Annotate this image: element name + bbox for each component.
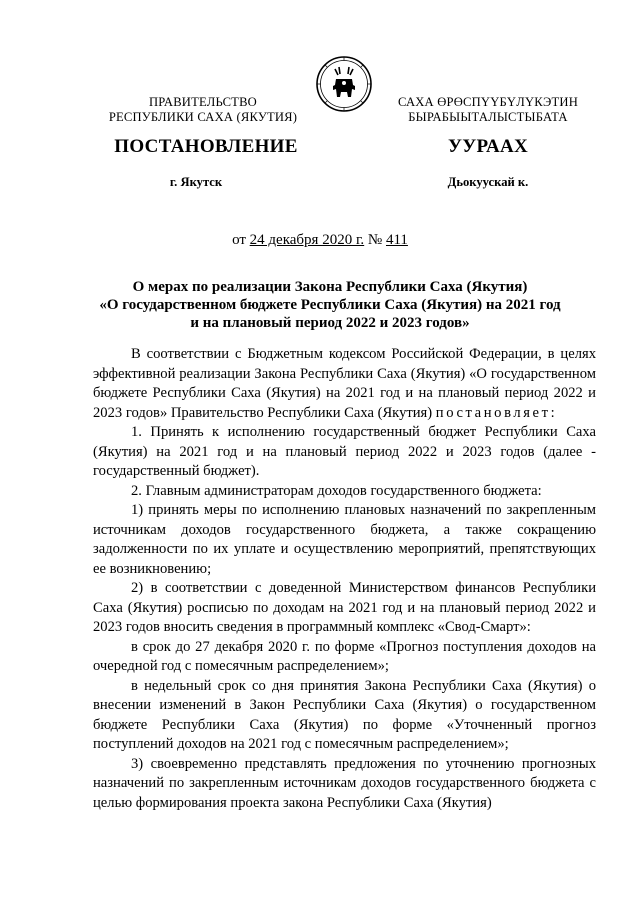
paragraph-2-2: 2) в соответствии с доведенной Министерством финансов Республики Саха (Якутия) росписью по доходам на 2021 год и на плановый период 2022 и 2023 годов вносить сведения в программный комплекс «Свод-Смарт»: xyxy=(93,580,596,635)
date-number-line xyxy=(0,232,640,249)
paragraph-1: 1. Принять к исполнению государственный бюджет Республики Саха (Якутия) на 2021 год и на плановый период 2022 и 2023 годов (далее - государственный бюджет). xyxy=(93,424,596,479)
doc-type-ru: ПОСТАНОВЛЕНИЕ xyxy=(114,136,298,157)
org-name-line2-ru: РЕСПУБЛИКИ САХА (ЯКУТИЯ) xyxy=(108,110,298,124)
paragraph-2-2-b: в недельный срок со дня принятия Закона Республики Саха (Якутия) о внесении изменений в Закон Республики Саха (Якутия) о государственном бюджете Республики Саха (Якутия) по форме «Уточненный прогноз поступлений доходов на 2021 год с помесячным распределением»; xyxy=(93,677,596,752)
city-sah: Дьокуускай к. xyxy=(447,175,529,189)
government-header-ru xyxy=(93,95,313,125)
document-body xyxy=(93,345,596,813)
paragraph-2-2-a: в срок до 27 декабря 2020 г. по форме «Прогноз поступления доходов на очередной год с помесячным распределением»; xyxy=(93,638,596,674)
number-label: № xyxy=(364,232,386,248)
date-prefix: от xyxy=(232,232,250,248)
title-line1: О мерах по реализации Закона Республики Саха (Якутия) xyxy=(132,279,528,295)
government-header-sah xyxy=(378,95,598,125)
document-date: 24 декабря 2020 г. xyxy=(249,232,365,248)
org-name-line2-sah: БЫРАБЫЫТАЛЫСТЫБАТА xyxy=(408,110,568,124)
doc-type-sah: УУРААХ xyxy=(447,136,529,157)
preamble-paragraph xyxy=(93,345,596,423)
coat-of-arms-emblem xyxy=(315,55,373,113)
title-line2: «О государственном бюджете Республики Саха (Якутия) на 2021 год xyxy=(99,297,561,313)
paragraph-2-3: 3) своевременно представлять предложения по уточнению прогнозных назначений по закрепленным источникам доходов государственного бюджета с целью формирования проекта закона Республики Саха (Якутия) xyxy=(93,755,596,811)
paragraph-2-1: 1) принять меры по исполнению плановых назначений по закрепленным источникам доходов государственного бюджета, а также сокращению задолженности по их уплате и осуществлению мероприятий, препятствующих ее возникновению; xyxy=(93,502,596,577)
title-line3: и на плановый период 2022 и 2023 годов» xyxy=(190,315,470,331)
paragraph-2: 2. Главным администраторам доходов государственного бюджета: xyxy=(131,482,542,499)
document-title xyxy=(70,278,590,332)
document-number: 411 xyxy=(385,232,408,248)
city-ru: г. Якутск xyxy=(169,175,223,189)
org-name-line1-sah: САХА ӨРӨСПҮҮБҮЛҮКЭТИН xyxy=(398,95,578,109)
org-name-line1-ru: ПРАВИТЕЛЬСТВО xyxy=(149,95,257,109)
preamble-resolves: постановляет: xyxy=(435,404,558,421)
preamble-text: В соответствии с Бюджетным кодексом Российской Федерации, в целях эффективной реализации Закона Республики Саха (Якутия) «О государственном бюджете Республики Саха (Якутия) на 2021 год и на плановый период 2022 и 2023 годов» Правительство Республики Саха (Якутия) xyxy=(93,346,596,421)
